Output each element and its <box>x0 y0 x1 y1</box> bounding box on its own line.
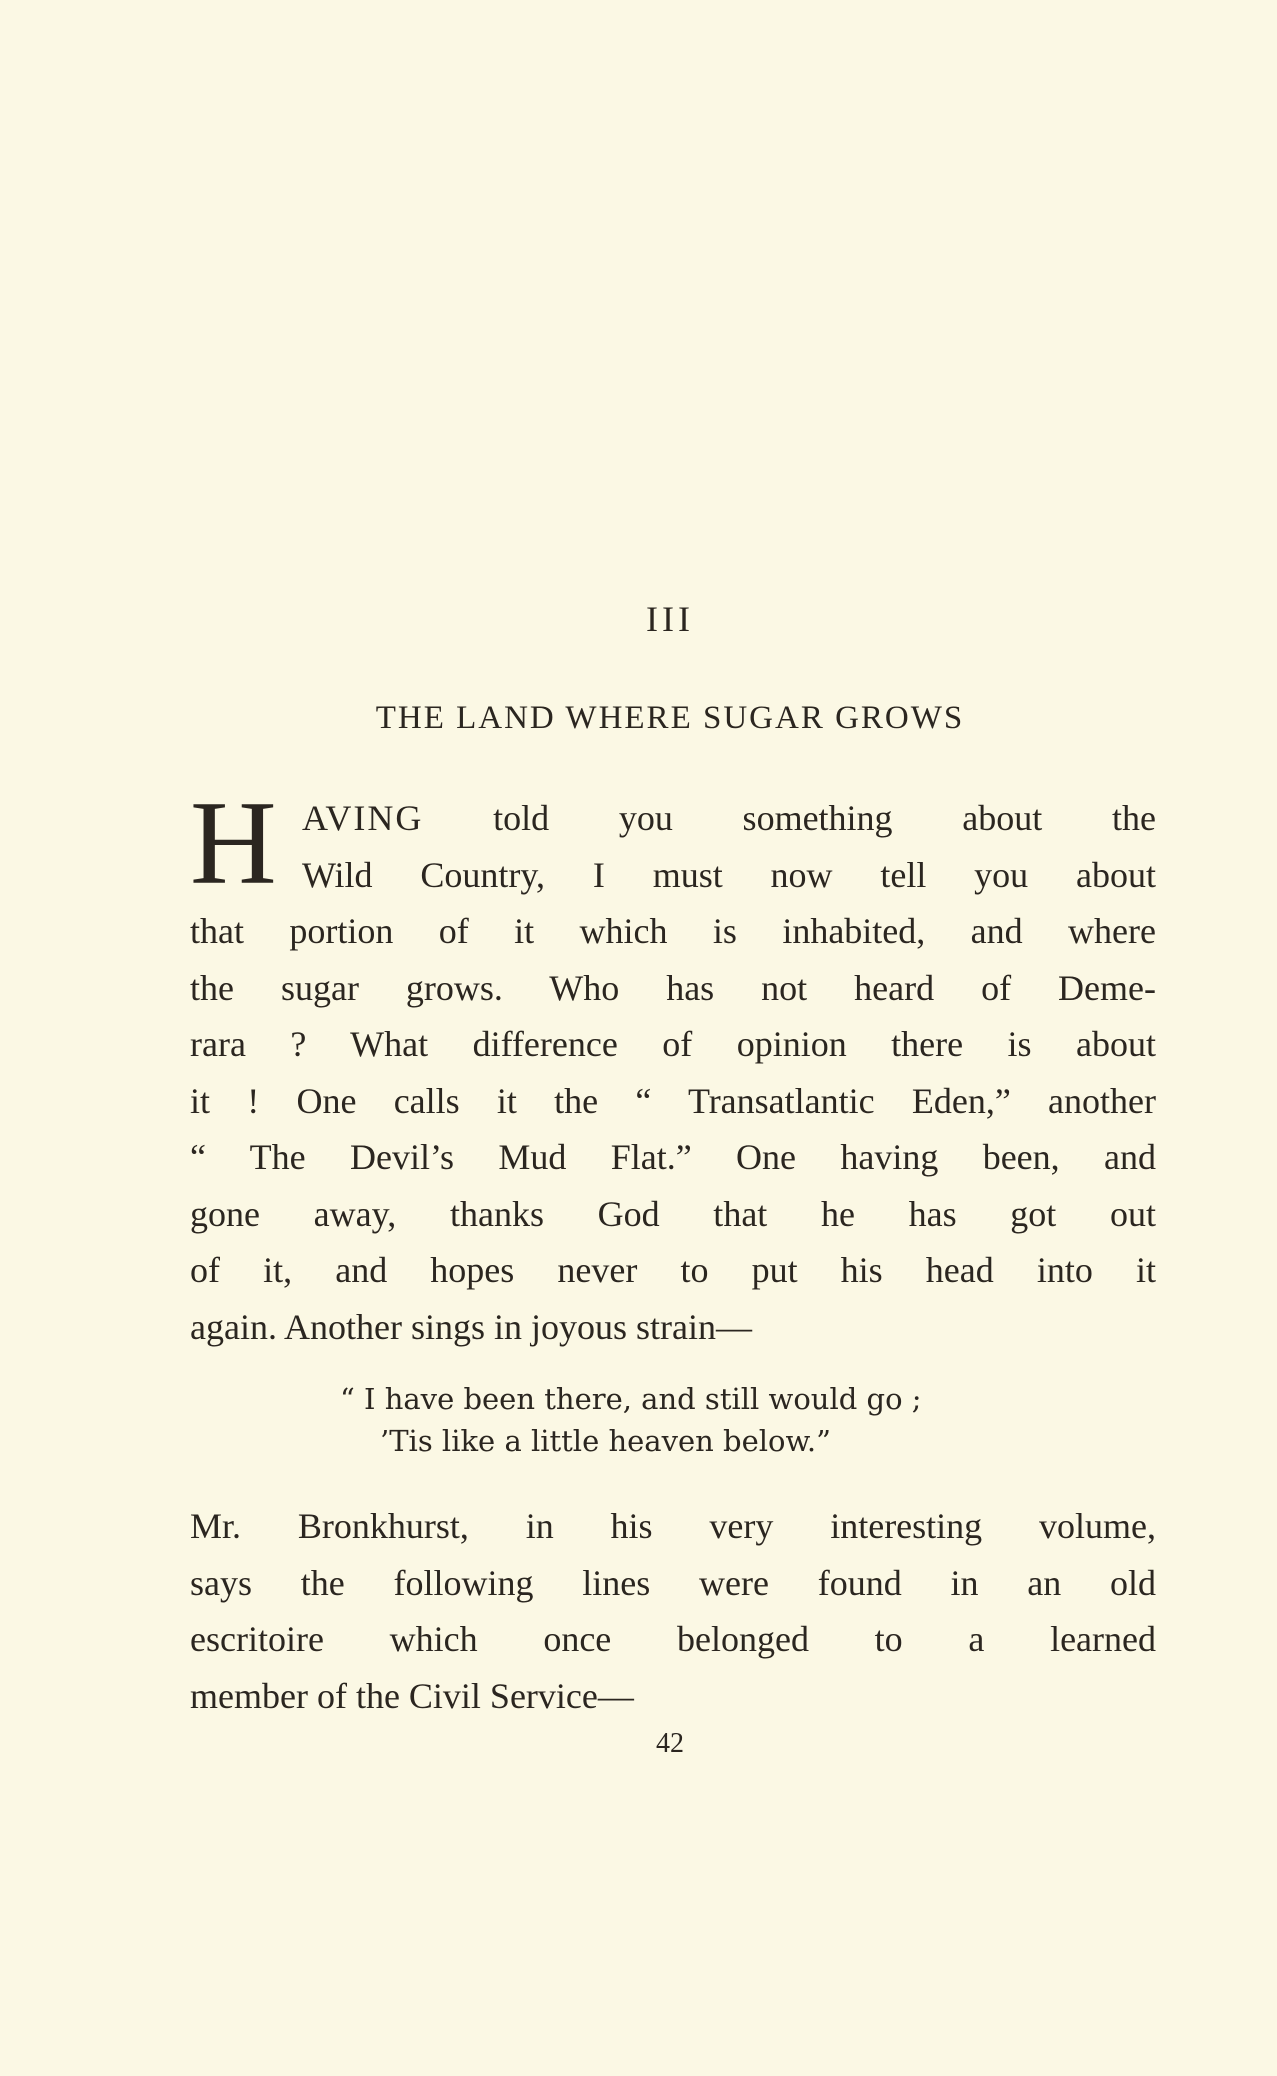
paragraph-line: again. Another sings in joyous strain— <box>190 1306 752 1347</box>
paragraph-line: Wild Country, I must now tell you about <box>302 854 1156 895</box>
paragraph-second <box>190 1498 1156 1724</box>
paragraph-line: AVING told you something about the <box>302 798 1156 838</box>
paragraph-line: that portion of it which is inhabited, and where <box>190 911 1156 951</box>
page-number: 42 <box>656 1728 684 1759</box>
paragraph-line: member of the Civil Service— <box>190 1675 634 1716</box>
paragraph-line: gone away, thanks God that he has got out <box>190 1193 1156 1234</box>
verse-line: ’Tis like a little heaven below.” <box>380 1424 831 1458</box>
chapter-number: III <box>646 599 694 639</box>
paragraph-opening <box>190 776 1156 1355</box>
paragraph-line: rara ? What difference of opinion there is about <box>190 1024 1156 1064</box>
paragraph-line: escritoire which once belonged to a learned <box>190 1619 1156 1659</box>
first-word-smallcaps: AVING <box>302 798 424 838</box>
paragraph-line: it ! One calls it the “ Transatlantic Eden,” another <box>190 1080 1156 1121</box>
paragraph-line: Mr. Bronkhurst, in his very interesting volume, <box>190 1506 1156 1546</box>
verse-line: “ I have been there, and still would go ; <box>340 1382 922 1416</box>
paragraph-line: “ The Devil’s Mud Flat.” One having been, and <box>190 1137 1156 1177</box>
chapter-title: THE LAND WHERE SUGAR GROWS <box>375 700 965 736</box>
paragraph-line: the sugar grows. Who has not heard of Deme- <box>190 967 1156 1008</box>
paragraph-line: says the following lines were found in an old <box>190 1562 1156 1603</box>
verse-quote <box>340 1378 922 1462</box>
paragraph-line: of it, and hopes never to put his head into it <box>190 1250 1156 1290</box>
drop-cap: H <box>190 776 277 909</box>
